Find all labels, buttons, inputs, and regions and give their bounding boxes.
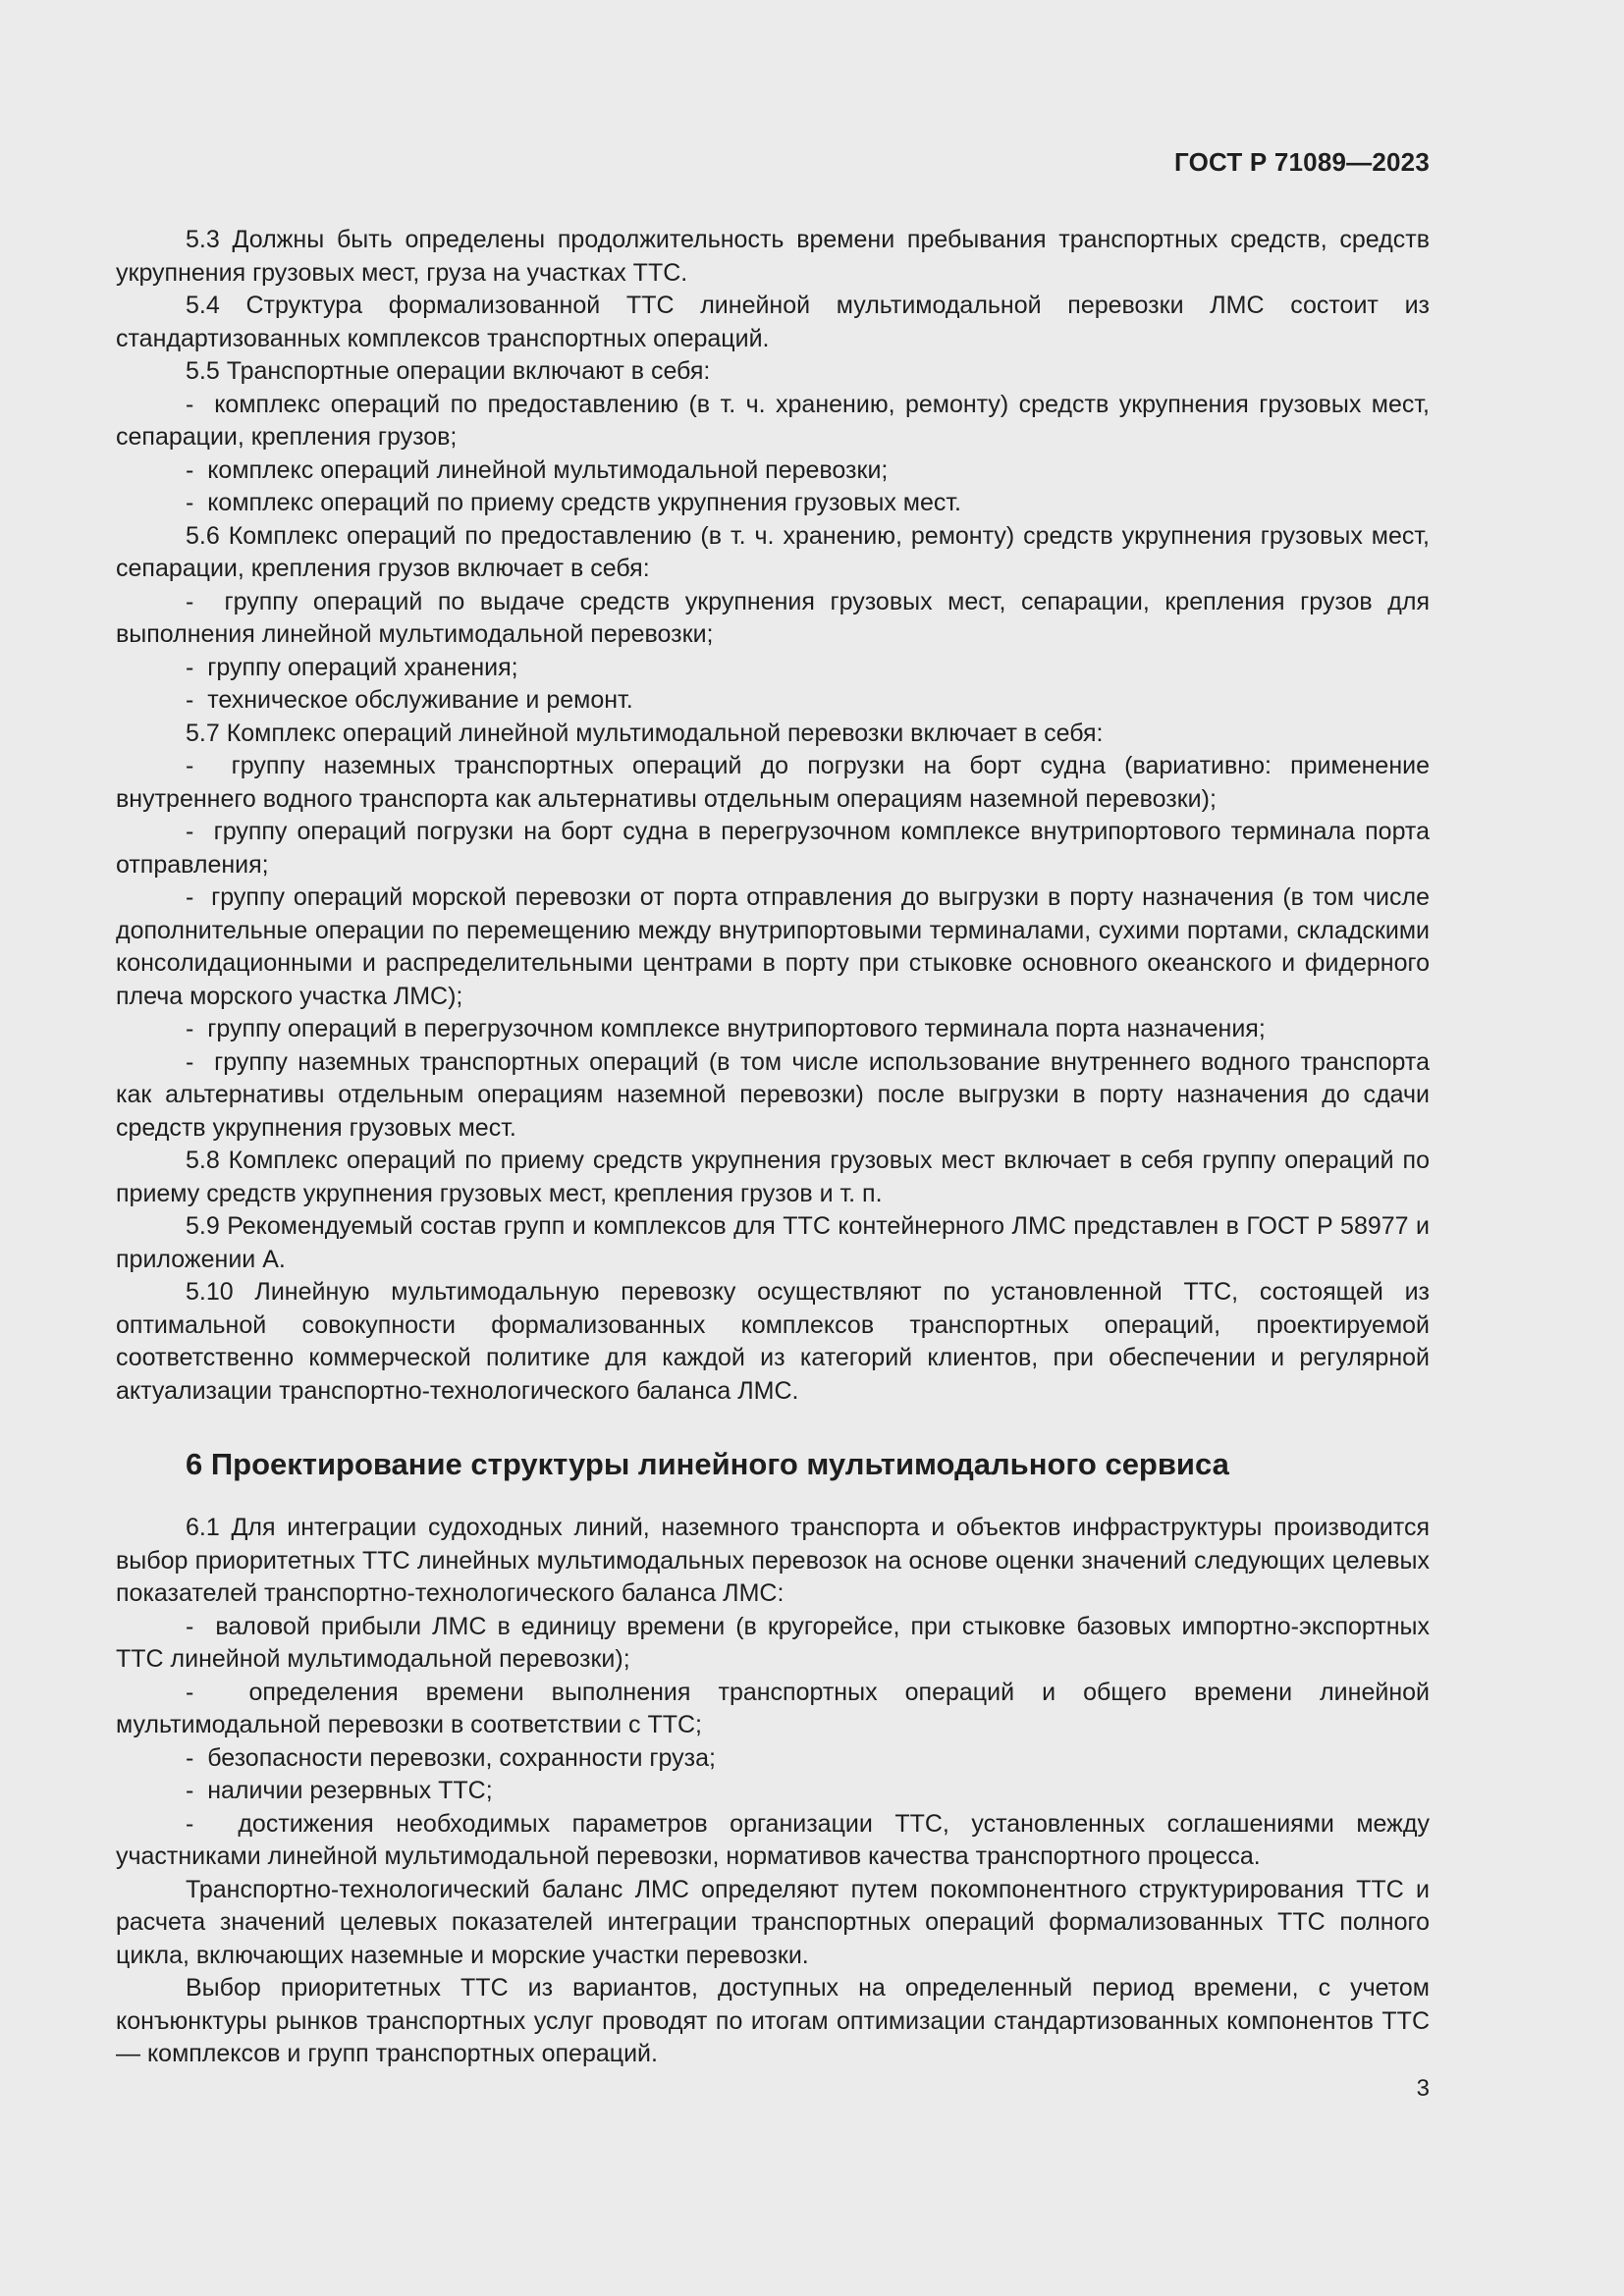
page-number: 3 (1416, 2075, 1430, 2102)
page-content (116, 224, 1430, 2071)
list-item: - группу операций морской перевозки от порта отправления до выгрузки в порту назначения (в том числе дополнительные операции по перемещению между внутрипортовыми терминалами, сухими портами, складскими консолидационными и распределительными центрами в порту при стыковке основного океанского и фидерного плеча морского участка ЛМС); (116, 883, 1430, 1010)
list-item: - группу операций в перегрузочном комплексе внутрипортового терминала порта назначения; (186, 1015, 1266, 1042)
section-6-body (116, 1512, 1430, 2071)
document-code-header: ГОСТ Р 71089—2023 (1174, 147, 1430, 177)
list-item: - группу операций по выдаче средств укрупнения грузовых мест, сепарации, крепления грузов для выполнения линейной мультимодальной перевозки; (116, 587, 1430, 648)
paragraph-5-6: 5.6 Комплекс операций по предоставлению (в т. ч. хранению, ремонту) средств укрупнения грузовых мест, сепарации, крепления грузов включает в себя: (116, 521, 1430, 582)
list-item: - валовой прибыли ЛМС в единицу времени (в кругорейсе, при стыковке базовых импортно-экспортных ТТС линейной мультимодальной перевозки); (116, 1612, 1430, 1673)
list-item: - наличии резервных ТТС; (186, 1777, 493, 1804)
paragraph-5-4: 5.4 Структура формализованной ТТС линейной мультимодальной перевозки ЛМС состоит из стандартизованных комплексов транспортных операций. (116, 292, 1430, 352)
paragraph-6-1: 6.1 Для интеграции судоходных линий, наземного транспорта и объектов инфраструктуры производится выбор приоритетных ТТС линейных мультимодальных перевозок на основе оценки значений следующих целевых показателей транспортно-технологического баланса ЛМС: (116, 1514, 1430, 1607)
list-item: - группу операций хранения; (186, 653, 518, 681)
list-item: - комплекс операций по приему средств укрупнения грузовых мест. (186, 489, 962, 516)
paragraph-balance: Транспортно-технологический баланс ЛМС определяют путем покомпонентного структурирования ТТС и расчета значений целевых показателей интеграции транспортных операций формализованных ТТС полного цикла, включающих наземные и морские участки перевозки. (116, 1875, 1430, 1969)
paragraph-5-5: 5.5 Транспортные операции включают в себя: (186, 357, 711, 385)
paragraph-5-3: 5.3 Должны быть определены продолжительность времени пребывания транспортных средств, средств укрупнения грузовых мест, груза на участках ТТС. (116, 226, 1430, 287)
list-item: - безопасности перевозки, сохранности груза; (186, 1743, 716, 1772)
section-6-heading: 6 Проектирование структуры линейного мультимодального сервиса (186, 1447, 1229, 1481)
list-item: - техническое обслуживание и ремонт. (186, 686, 633, 714)
list-item: - определения времени выполнения транспортных операций и общего времени линейной мультимодальной перевозки в соответствии с ТТС; (116, 1678, 1430, 1738)
paragraph-5-7: 5.7 Комплекс операций линейной мультимодальной перевозки включает в себя: (186, 719, 1104, 747)
list-item: - группу наземных транспортных операций до погрузки на борт судна (вариативно: применение внутреннего водного транспорта как альтернативы отдельным операциям наземной перевозки); (116, 752, 1430, 813)
list-item: - группу наземных транспортных операций (в том числе использование внутреннего водного транспорта как альтернативы отдельным операциям наземной перевозки) после выгрузки в порту назначения до сдачи средств укрупнения грузовых мест. (116, 1047, 1430, 1142)
paragraph-5-10: 5.10 Линейную мультимодальную перевозку осуществляют по установленной ТТС, состоящей из оптимальной совокупности формализованных комплексов транспортных операций, проектируемой соответственно коммерческой политике для каждой из категорий клиентов, при обеспечении и регулярной актуализации транспортно-технологического баланса ЛМС. (116, 1278, 1430, 1405)
list-item: - комплекс операций по предоставлению (в т. ч. хранению, ремонту) средств укрупнения грузовых мест, сепарации, крепления грузов; (116, 390, 1430, 451)
list-item: - группу операций погрузки на борт судна в перегрузочном комплексе внутрипортового терминала порта отправления; (116, 818, 1430, 879)
paragraph-5-9: 5.9 Рекомендуемый состав групп и комплексов для ТТС контейнерного ЛМС представлен в ГОСТ Р 58977 и приложении А. (116, 1212, 1430, 1273)
list-item: - достижения необходимых параметров организации ТТС, установленных соглашениями между участниками линейной мультимодальной перевозки, нормативов качества транспортного процесса. (116, 1809, 1430, 1870)
paragraph-selection: Выбор приоритетных ТТС из вариантов, доступных на определенный период времени, с учетом конъюнктуры рынков транспортных услуг проводят по итогам оптимизации стандартизованных компонентов ТТС — комплексов и групп транспортных операций. (116, 1974, 1430, 2067)
paragraph-5-8: 5.8 Комплекс операций по приему средств укрупнения грузовых мест включает в себя группу операций по приему средств укрупнения грузовых мест, крепления грузов и т. п. (116, 1147, 1430, 1207)
list-item: - комплекс операций линейной мультимодальной перевозки; (186, 455, 889, 484)
section-5-body (116, 224, 1430, 1408)
